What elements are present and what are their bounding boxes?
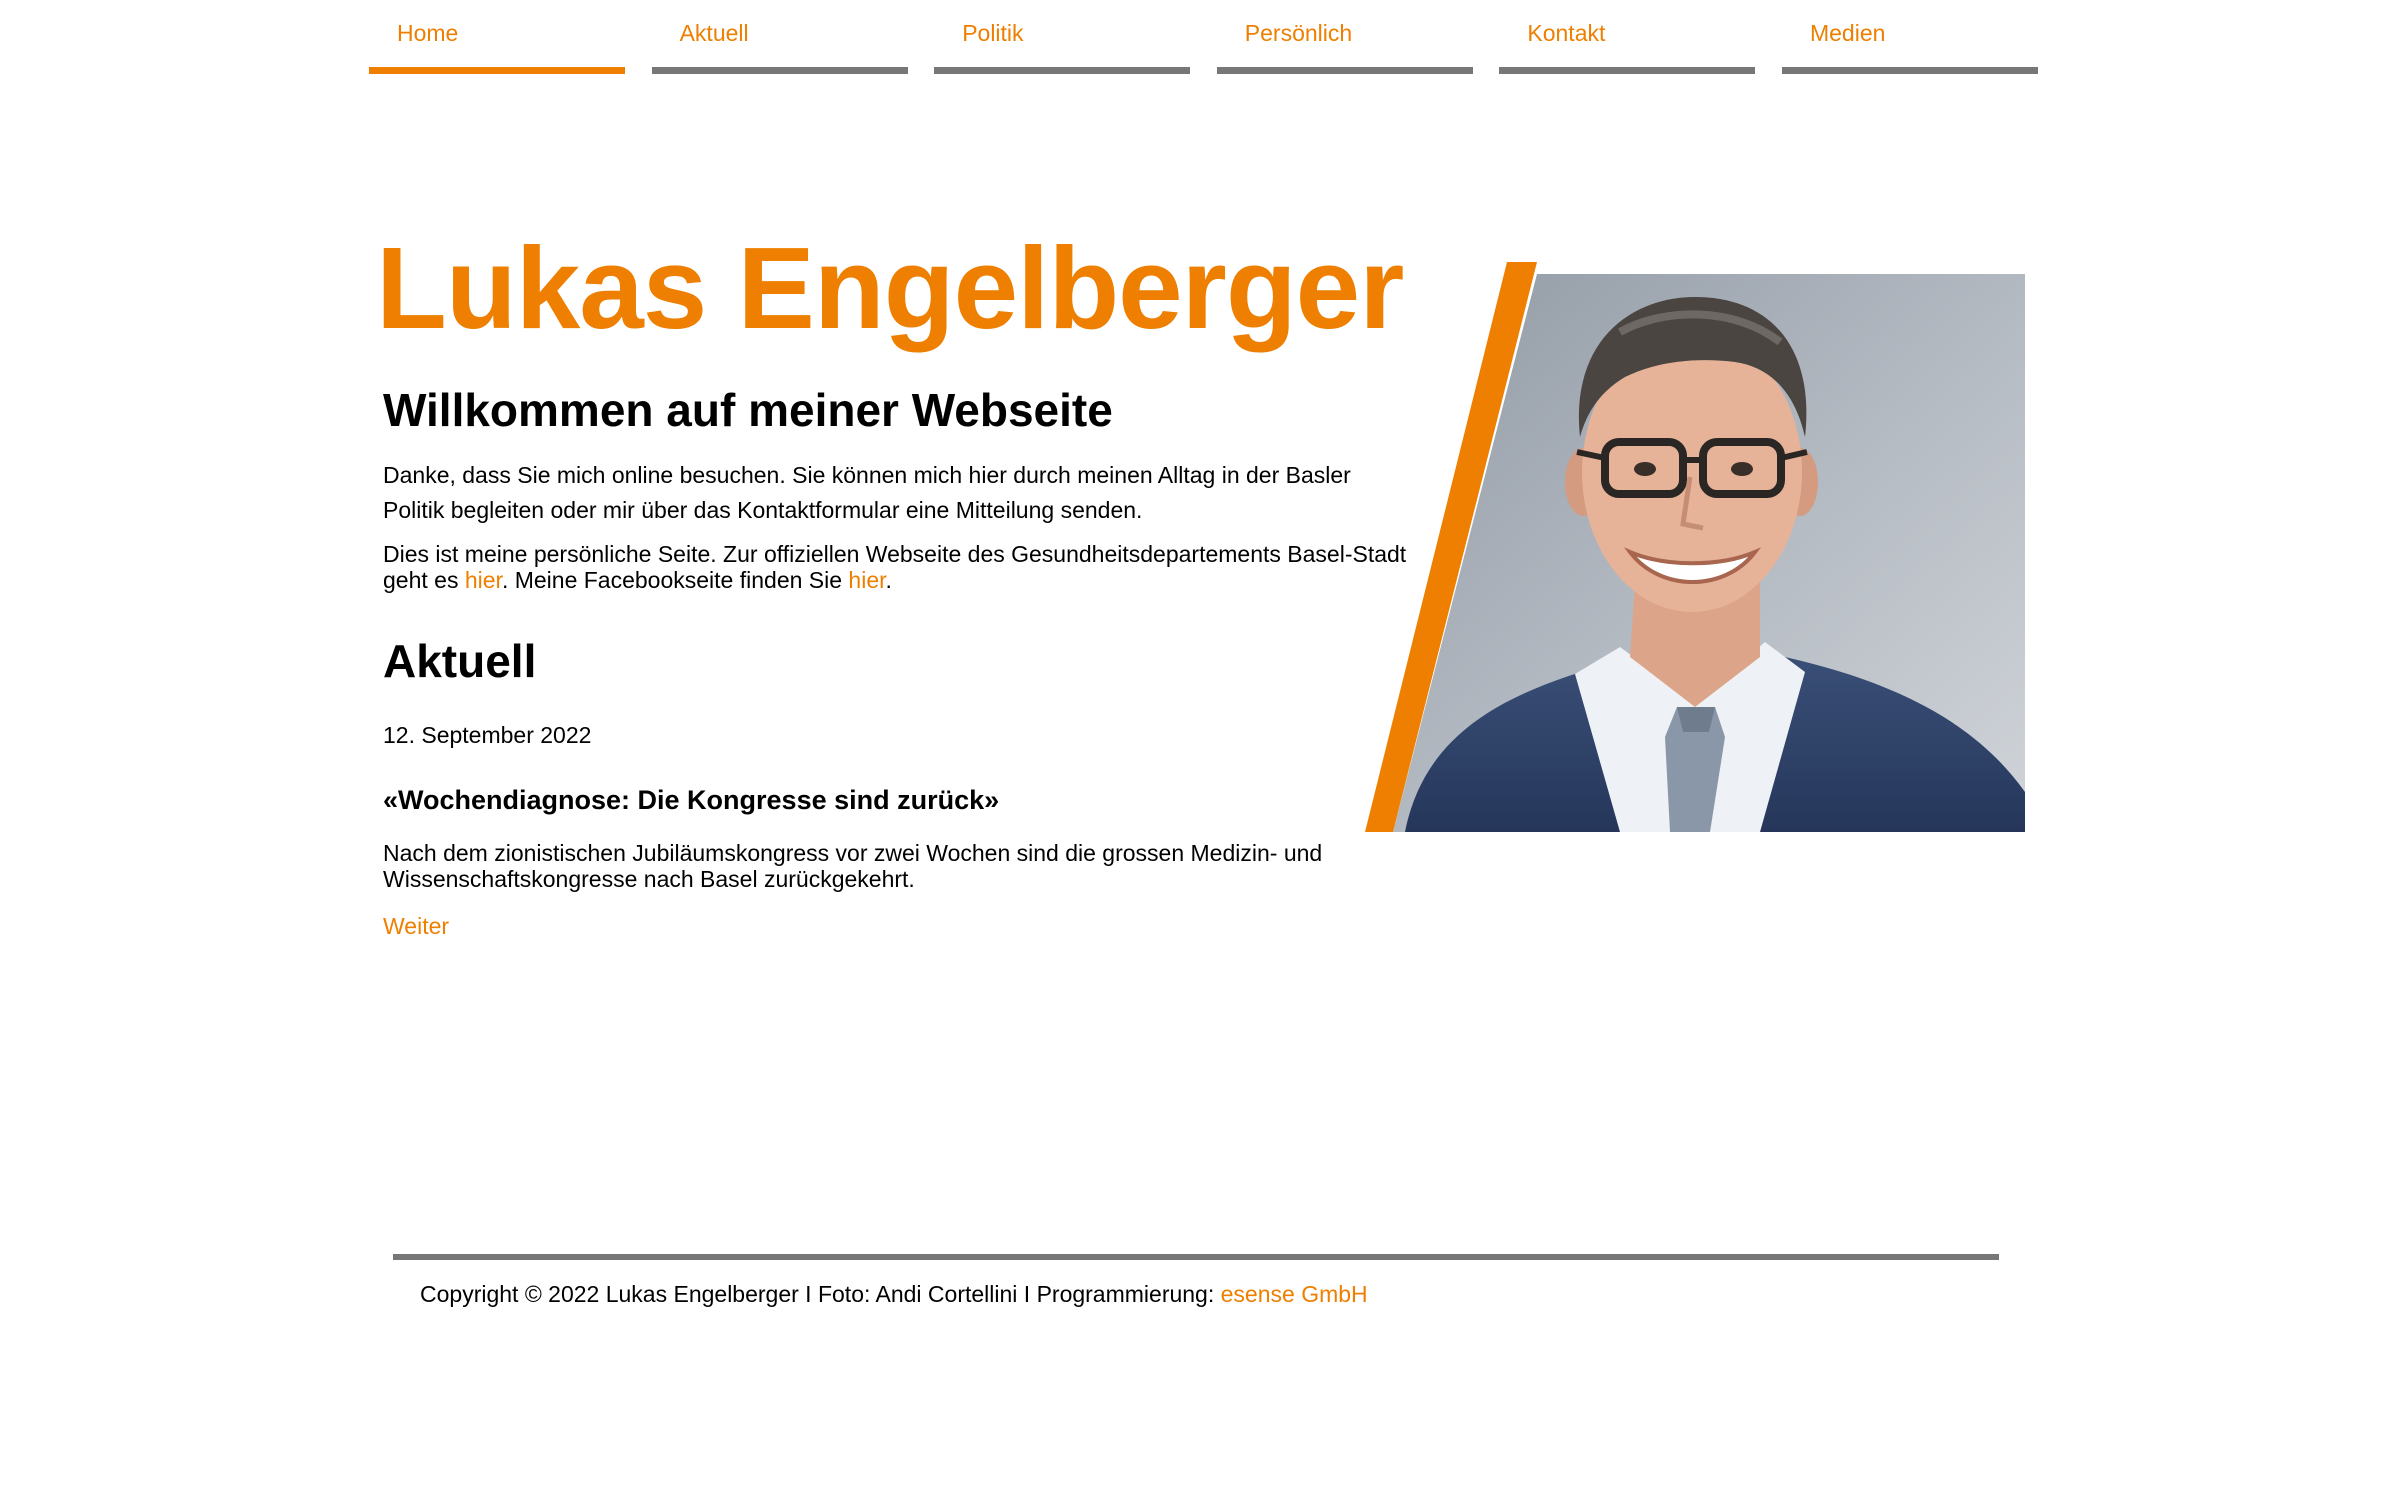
nav-item-label: Medien [1809,20,1886,46]
links-paragraph-text-1: Dies ist meine persönliche Seite. Zur offiziellen Webseite des Gesundheitsdepartements Basel-Stadt geht es [383,541,1407,593]
news-excerpt: Nach dem zionistischen Jubiläumskongress vor zwei Wochen sind die grossen Medizin- und Wissenschaftskongresse nach Basel zurückgekehrt. [383,840,1323,892]
site-title: Lukas Engelberger [376,223,1404,353]
nav-item-label: Persönlich [1244,20,1353,46]
nav-active-indicator [369,67,625,74]
nav-item-kontakt[interactable] [1499,0,1755,74]
footer-agency-link[interactable]: esense GmbH [1220,1281,1368,1307]
links-paragraph-text-3: . [885,567,892,593]
footer-copyright [420,1281,1368,1307]
nav-item-medien[interactable] [1782,0,2038,74]
nav-item-label: Aktuell [679,20,749,46]
nav-item-label: Kontakt [1527,20,1606,46]
nav-indicator [1217,67,1473,74]
nav-item-label: Politik [962,20,1024,46]
nav-item-label: Home [397,20,459,46]
nav-indicator [1499,67,1755,74]
news-section-heading: Aktuell [383,635,537,687]
gesundheitsdepartement-link[interactable]: hier [464,567,502,593]
news-title: «Wochendiagnose: Die Kongresse sind zurück» [383,785,1000,815]
links-paragraph [383,541,1413,593]
footer-divider [393,1254,1999,1260]
news-date: 12. September 2022 [383,722,592,748]
main-nav [369,0,2038,74]
nav-item-aktuell[interactable] [652,0,908,74]
portrait-image [1365,262,2025,832]
nav-item-politik[interactable] [934,0,1190,74]
nav-indicator [652,67,908,74]
footer-copyright-text: Copyright © 2022 Lukas Engelberger I Foto: Andi Cortellini I Programmierung: [420,1281,1221,1307]
nav-indicator [1782,67,2038,74]
nav-item-persoenlich[interactable] [1217,0,1473,74]
nav-indicator [934,67,1190,74]
links-paragraph-text-2: . Meine Facebookseite finden Sie [501,567,849,593]
intro-paragraph: Danke, dass Sie mich online besuchen. Sie können mich hier durch meinen Alltag in der Basler Politik begleiten oder mir über das Kontaktformular eine Mitteilung senden. [383,462,1351,523]
news-more-link[interactable]: Weiter [383,913,450,939]
facebook-link[interactable]: hier [848,567,886,593]
nav-item-home[interactable] [369,0,625,74]
welcome-heading: Willkommen auf meiner Webseite [383,384,1113,436]
portrait-illustration [1365,262,2025,832]
